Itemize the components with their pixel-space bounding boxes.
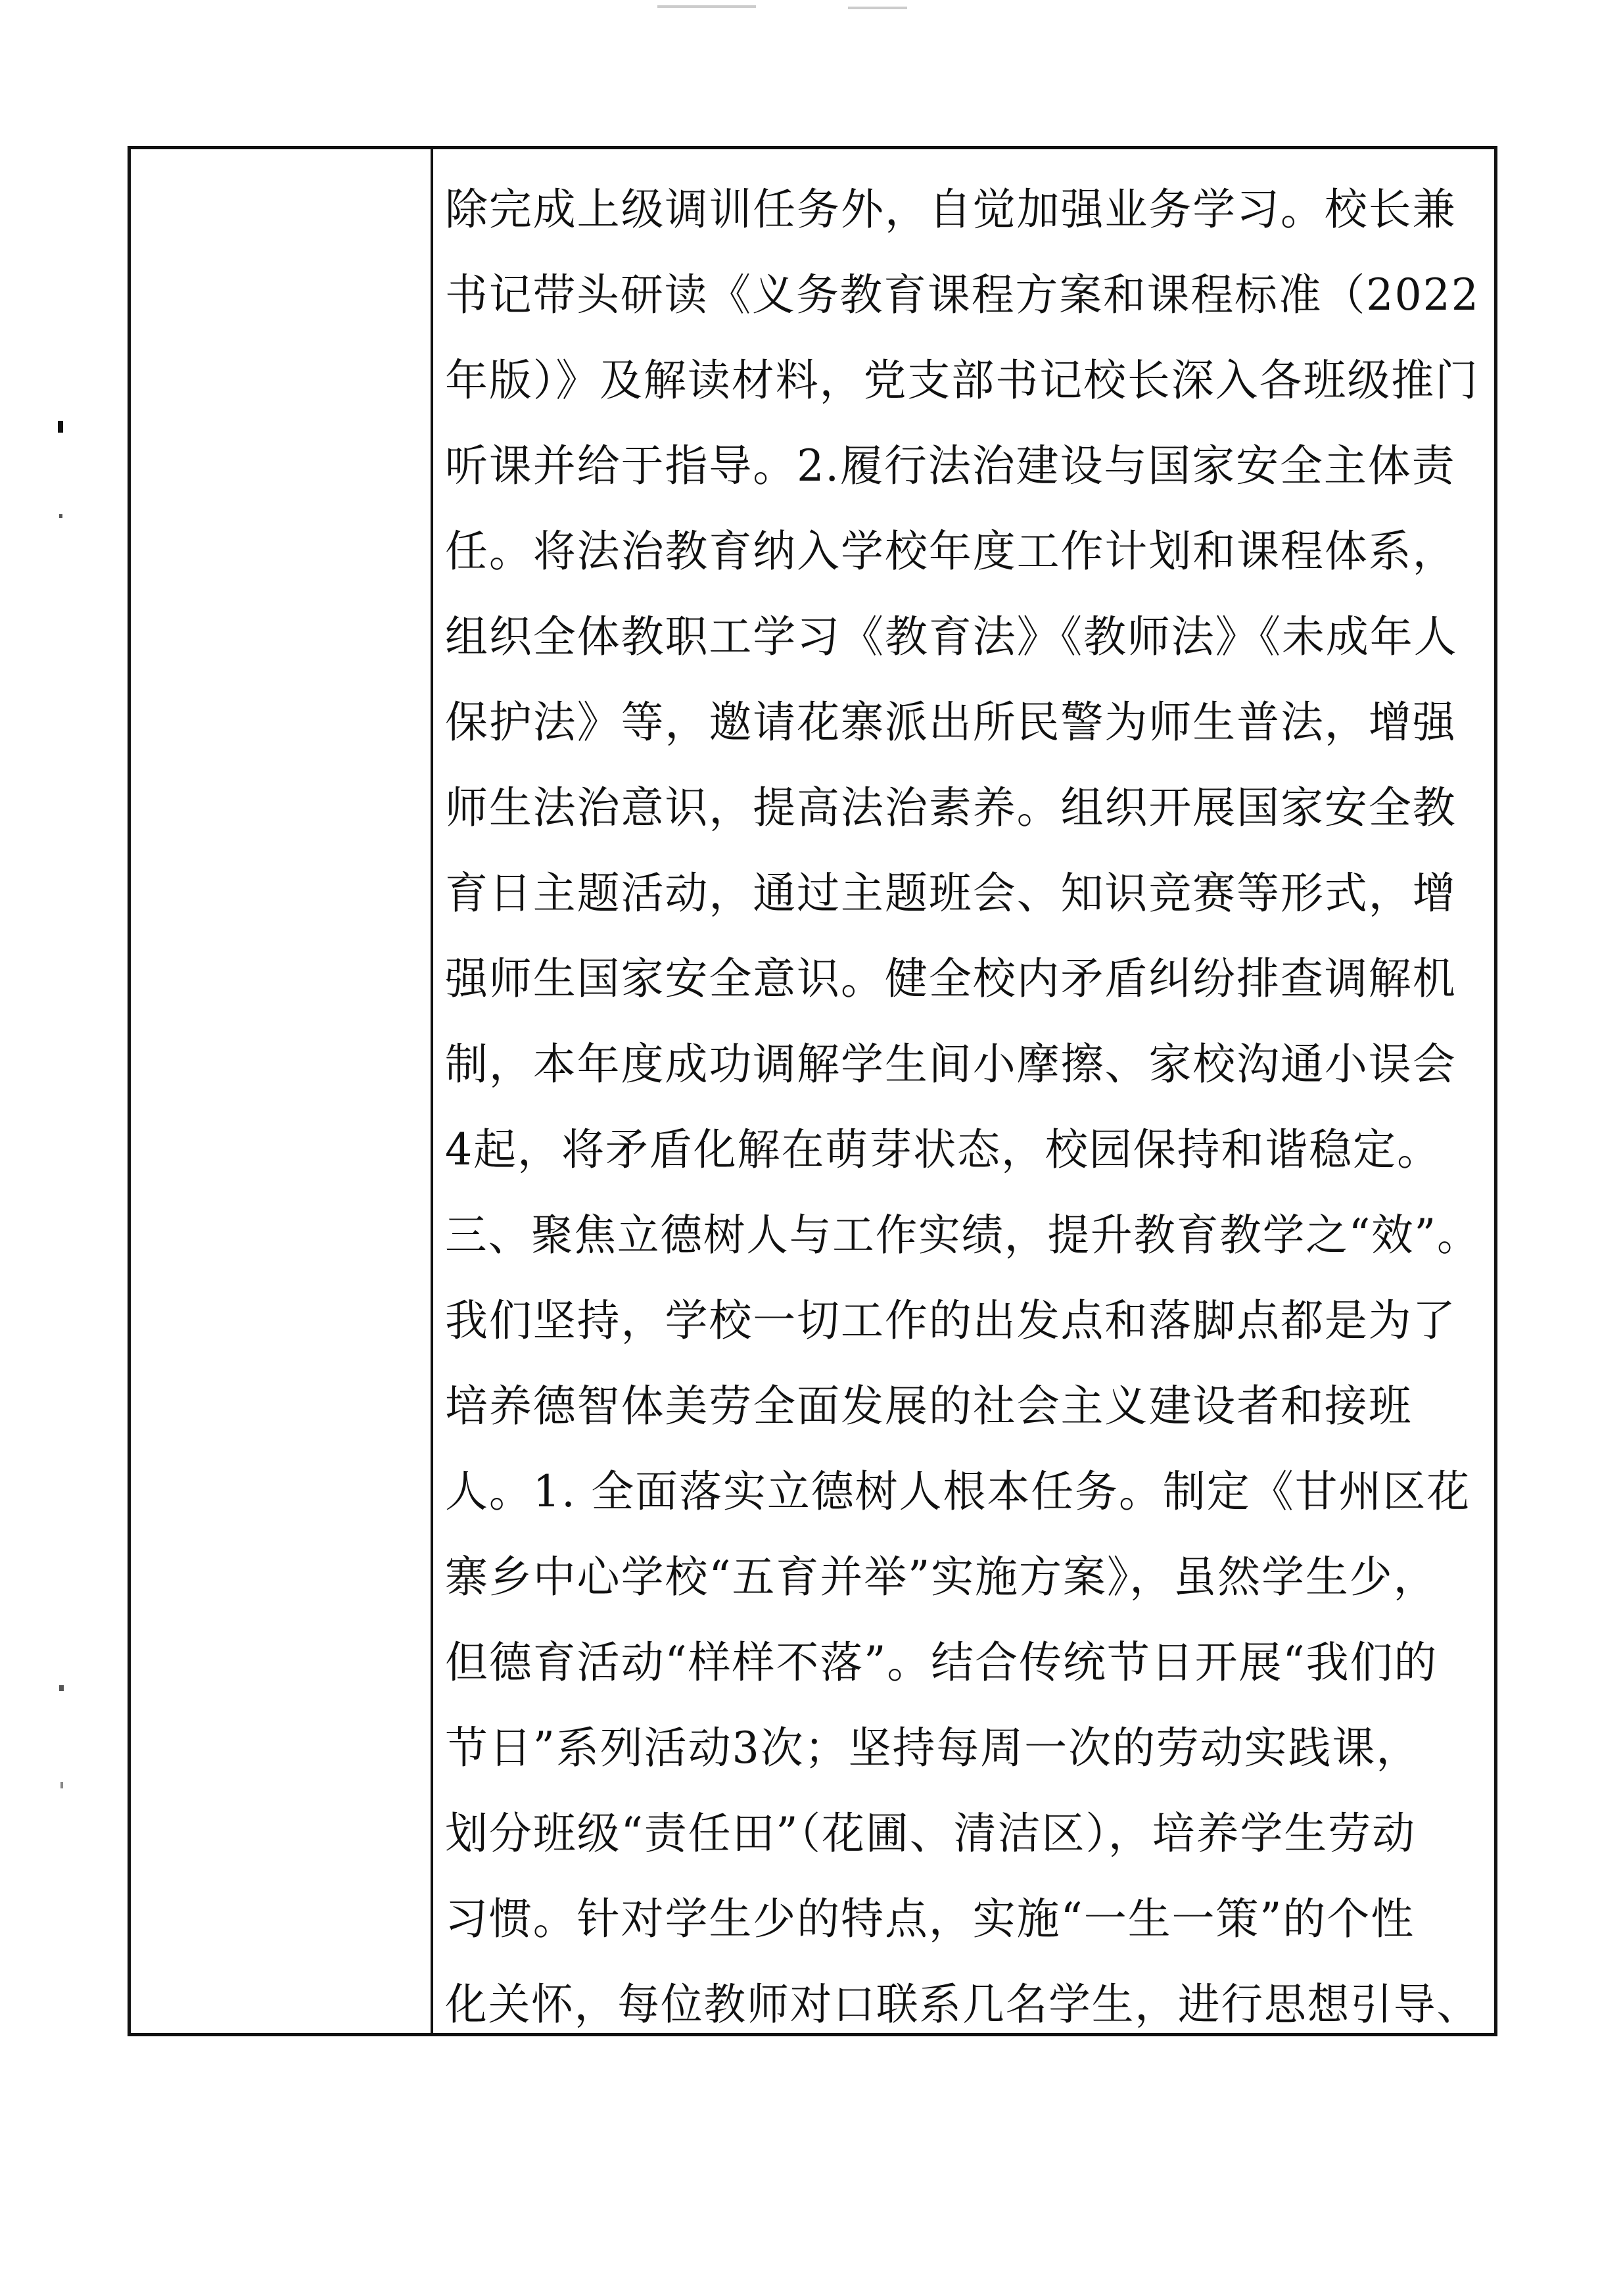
- table-content-cell: [433, 149, 1494, 2033]
- scan-mark: [60, 1782, 63, 1788]
- text-line: 保护法》等，邀请花寨派出所民警为师生普法，增强: [445, 697, 1457, 748]
- text-line: 我们坚持，学校一切工作的出发点和落脚点都是为了: [445, 1295, 1457, 1346]
- text-line: 组织全体教职工学习《教育法》《教师法》《未成年人: [445, 611, 1458, 662]
- text-line: 制，本年度成功调解学生间小摩擦、家校沟通小误会: [445, 1039, 1457, 1089]
- text-line: 人。1. 全面落实立德树人根本任务。制定《甘州区花: [445, 1466, 1471, 1517]
- text-line: 节日”系列活动3次；坚持每周一次的劳动实践课，: [445, 1723, 1421, 1773]
- scan-mark: [848, 7, 907, 9]
- text-line: 除完成上级调训任务外，自觉加强业务学习。校长兼: [445, 184, 1457, 235]
- text-line: 寨乡中心学校“五育并举”实施方案》，虽然学生少，: [445, 1552, 1438, 1602]
- text-line: 但德育活动“样样不落”。结合传统节日开展“我们的: [445, 1637, 1438, 1688]
- text-line: 任。将法治教育纳入学校年度工作计划和课程体系，: [445, 526, 1457, 577]
- document-table: [128, 146, 1497, 2036]
- text-line: 育日主题活动，通过主题班会、知识竞赛等形式，增: [445, 868, 1457, 919]
- text-line: 强师生国家安全意识。健全校内矛盾纠纷排查调解机: [445, 953, 1457, 1004]
- text-line: 听课并给于指导。2.履行法治建设与国家安全主体责: [445, 441, 1456, 491]
- text-line: 年版）》及解读材料，党支部书记校长深入各班级推门: [445, 355, 1480, 406]
- text-line: 培养德智体美劳全面发展的社会主义建设者和接班: [445, 1381, 1413, 1431]
- scan-mark: [59, 1685, 64, 1691]
- scan-mark: [657, 5, 756, 8]
- scan-mark: [59, 514, 62, 518]
- text-line: 划分班级“责任田”（花圃、清洁区），培养学生劳动: [445, 1808, 1417, 1859]
- text-line: 化关怀，每位教师对口联系几名学生，进行思想引导、: [445, 1979, 1480, 2030]
- text-line: 书记带头研读《义务教育课程方案和课程标准（2022: [445, 270, 1480, 320]
- text-line: 4起，将矛盾化解在萌芽状态，校园保持和谐稳定。: [445, 1124, 1441, 1175]
- text-line: 三、聚焦立德树人与工作实绩，提升教育教学之“效”。: [445, 1210, 1480, 1260]
- scan-mark: [58, 421, 63, 433]
- table-label-cell: [131, 149, 433, 2033]
- text-line: 习惯。针对学生少的特点，实施“一生一策”的个性: [445, 1894, 1415, 1944]
- text-line: 师生法治意识，提高法治素养。组织开展国家安全教: [445, 782, 1457, 833]
